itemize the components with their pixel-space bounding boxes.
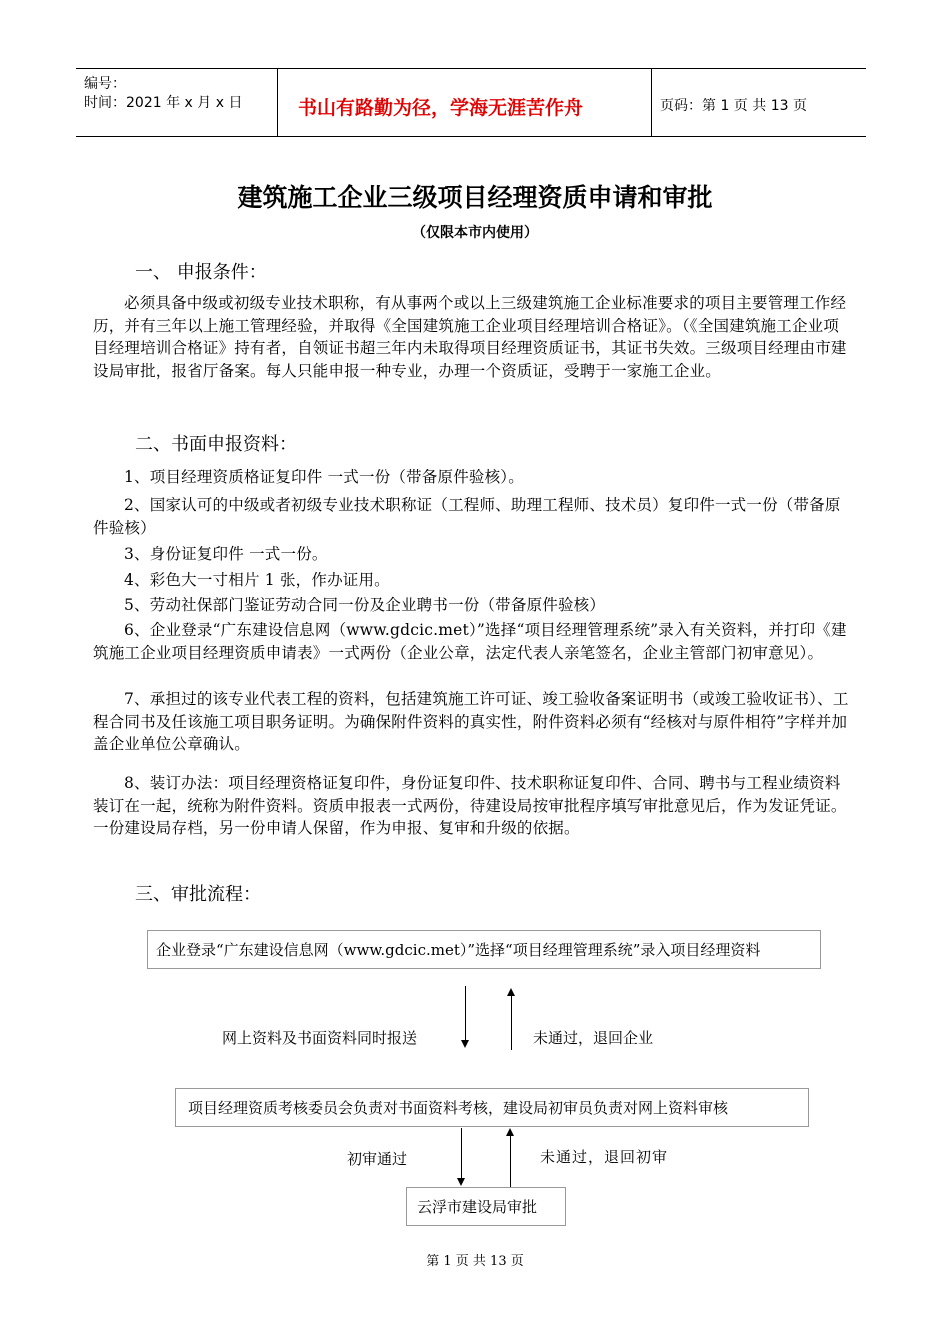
document-time-label: 时间：2021 年 x 月 x 日 [84,95,243,111]
header-motto: 书山有路勤为径，学海无涯苦作舟 [298,97,584,119]
flow-arrow-down-line [461,1128,462,1180]
flow-arrow-down-line [465,986,466,1042]
conditions-paragraph: 必须具备中级或初级专业技术职称，有从事两个或以上三级建筑施工企业标准要求的项目主要管理工作经历，并有三年以上施工管理经验，并取得《全国建筑施工企业项目经理培训合格证》。（《全国建筑施工企业项目经理培训合格证》持有者，自领证书超三年内未取得项目经理资质证书，其证书失效。三级项目经理由市建设局审批，报省厅备案。每人只能申报一种专业，办理一个资质证，受聘于一家施工企业。 [93,294,847,380]
flow-box-text: 云浮市建设局审批 [417,1198,538,1216]
flow-box-text: 企业登录“广东建设信息网（www.gdcic.met）”选择“项目经理管理系统”录入项目经理资料 [156,941,761,959]
header-right-cell [651,69,866,136]
header-left-cell [76,69,278,136]
arrow-down-icon [457,1178,465,1186]
document-title: 建筑施工企业三级项目经理资质申请和审批 [237,183,713,212]
page-footer: 第 1 页 共 13 页 [426,1254,524,1269]
section-heading-conditions: 一、 申报条件： [135,262,267,283]
flow-box-approval [406,1187,566,1226]
material-item: 7、承担过的该专业代表工程的资料，包括建筑施工许可证、竣工验收备案证明书（或竣工验收证书）、工程合同书及任该施工项目职务证明。为确保附件资料的真实性，附件资料必须有“经核对与原件相符”字样并加盖企业单位公章确认。 [93,690,849,754]
document-subtitle: （仅限本市内使用） [412,225,538,241]
header-page-label: 页码：第 1 页 共 13 页 [660,98,807,114]
material-item: 4、彩色大一寸相片 1 张，作办证用。 [124,571,390,589]
flow-label-return-enterprise: 未通过，退回企业 [533,1029,654,1047]
material-item: 3、身份证复印件 一式一份。 [124,545,328,563]
flow-arrow-up-line [510,1135,511,1187]
flow-arrow-up-line [511,995,512,1050]
section-heading-materials: 二、书面申报资料： [135,434,297,455]
section-heading-flow: 三、审批流程： [135,884,261,905]
arrow-down-icon [461,1040,469,1048]
flow-box-review [175,1088,809,1127]
document-number-label: 编号： [84,76,126,92]
header-center-cell [278,69,651,136]
flow-label-passed: 初审通过 [347,1150,408,1168]
flow-box-text: 项目经理资质考核委员会负责对书面资料考核，建设局初审员负责对网上资料审核 [188,1099,729,1117]
material-item: 5、劳动社保部门鉴证劳动合同一份及企业聘书一份（带备原件验核） [124,596,606,614]
material-item: 6、企业登录“广东建设信息网（www.gdcic.met）”选择“项目经理管理系统”录入有关资料，并打印《建筑施工企业项目经理资质申请表》一式两份（企业公章，法定代表人亲笔签名，企业主管部门初审意见）。 [93,621,847,662]
flow-label-submit: 网上资料及书面资料同时报送 [222,1029,418,1047]
flow-box-enterprise-login [147,930,821,969]
page-header [76,68,866,137]
flow-label-return-review: 未通过，退回初审 [540,1148,669,1166]
material-item: 8、装订办法：项目经理资格证复印件，身份证复印件、技术职称证复印件、合同、聘书与工程业绩资料装订在一起，统称为附件资料。资质申报表一式两份，待建设局按审批程序填写审批意见后，作为发证凭证。一份建设局存档，另一份申请人保留，作为申报、复审和升级的依据。 [93,774,847,838]
material-item: 1、项目经理资质格证复印件 一式一份（带备原件验核）。 [124,468,524,486]
material-item: 2、国家认可的中级或者初级专业技术职称证（工程师、助理工程师、技术员）复印件一式一份（带备原件验核） [93,496,841,537]
